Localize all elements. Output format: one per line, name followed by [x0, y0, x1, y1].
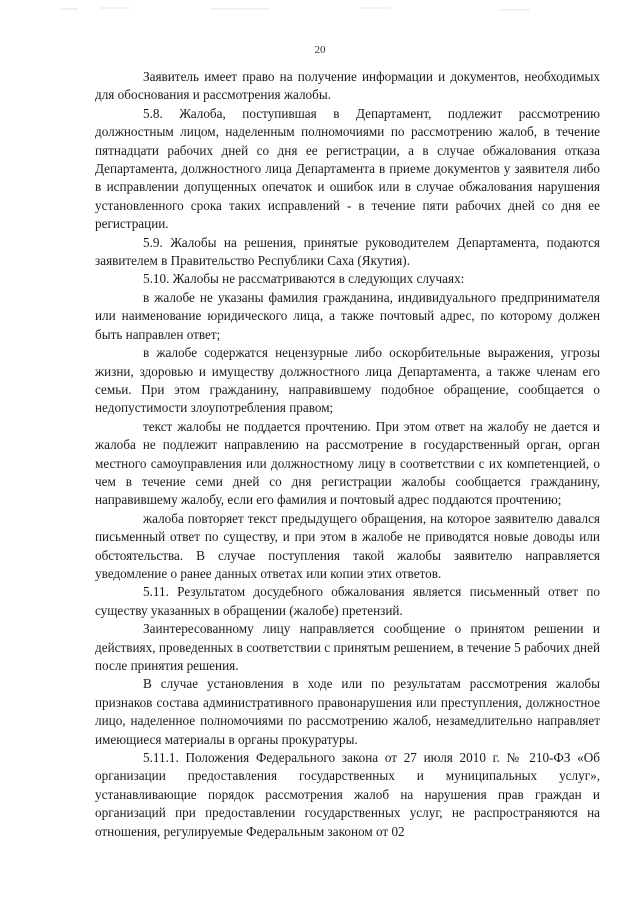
paragraph-case-missing-name: в жалобе не указаны фамилия гражданина, индивидуального предпринимателя или наименование юридического лица, а также почтовый адрес, по которому должен быть направлен ответ;: [95, 289, 600, 342]
paragraph-applicant-rights: Заявитель имеет право на получение информации и документов, необходимых для обоснования и рассмотрения жалобы.: [95, 69, 600, 103]
paragraph-5-9: 5.9. Жалобы на решения, принятые руководителем Департамента, подаются заявителем в Правительство Республики Саха (Якутия).: [95, 234, 600, 269]
scan-artifact-marks: [60, 6, 530, 12]
document-body: [95, 68, 600, 841]
paragraph-5-11: 5.11. Результатом досудебного обжалования является письменный ответ по существу указанных в обращении (жалобе) претензий.: [95, 584, 600, 618]
paragraph-case-repeated: жалоба повторяет текст предыдущего обращения, на которое заявителю давался письменный ответ по существу, и при этом в жалобе не приводятся новые доводы или обстоятельства. В случае поступления такой жалобы заявителю направляется уведомление о ранее данных ответах или копии этих ответов.: [95, 510, 600, 581]
paragraph-notification: Заинтересованному лицу направляется сообщение о принятом решении и действиях, проведенных в соответствии с принятым решением, в течение 5 рабочих дней после принятия решения.: [95, 621, 600, 673]
paragraph-5-8: 5.8. Жалоба, поступившая в Департамент, подлежит рассмотрению должностным лицом, наделенным полномочиями по рассмотрению жалоб, в течение пятнадцати рабочих дней со дня ее регистрации, а в случае обжалования отказа Департамента, должностного лица Департамента в приеме документов у заявителя либо в исправлении допущенных опечаток и ошибок или в случае обжалования нарушения установленного срока таких исправлений - в течение пяти рабочих дней со дня ее регистрации.: [95, 105, 600, 232]
paragraph-5-11-1: 5.11.1. Положения Федерального закона от 27 июля 2010 г. № 210-ФЗ «Об организации предоставления государственных и муниципальных услуг», устанавливающие порядок рассмотрения жалоб на нарушения прав граждан и организаций при предоставлении государственных услуг, не распространяются на отношения, регулируемые Федеральным законом от 02: [95, 750, 600, 839]
paragraph-5-10: 5.10. Жалобы не рассматриваются в следующих случаях:: [143, 271, 465, 287]
page-number: 20: [314, 44, 326, 56]
paragraph-case-obscene-language: в жалобе содержатся нецензурные либо оскорбительные выражения, угрозы жизни, здоровью и имуществу должностного лица Департамента, а также членам его семьи. При этом гражданину, направившему подобное обращение, сообщается о недопустимости злоупотребления правом;: [95, 345, 600, 416]
paragraph-prosecution: В случае установления в ходе или по результатам рассмотрения жалобы признаков состава административного правонарушения или преступления, должностное лицо, наделенное полномочиями по рассмотрению жалоб, незамедлительно направляет имеющиеся материалы в органы прокуратуры.: [95, 676, 600, 747]
paragraph-case-unreadable: текст жалобы не поддается прочтению. При этом ответ на жалобу не дается и жалоба не подлежит направлению на рассмотрение в государственный орган, орган местного самоуправления или должностному лицу в соответствии с их компетенцией, о чем в течение семи дней со дня регистрации жалобы сообщается гражданину, направившему жалобу, если его фамилия и почтовый адрес поддаются прочтению;: [95, 418, 600, 508]
